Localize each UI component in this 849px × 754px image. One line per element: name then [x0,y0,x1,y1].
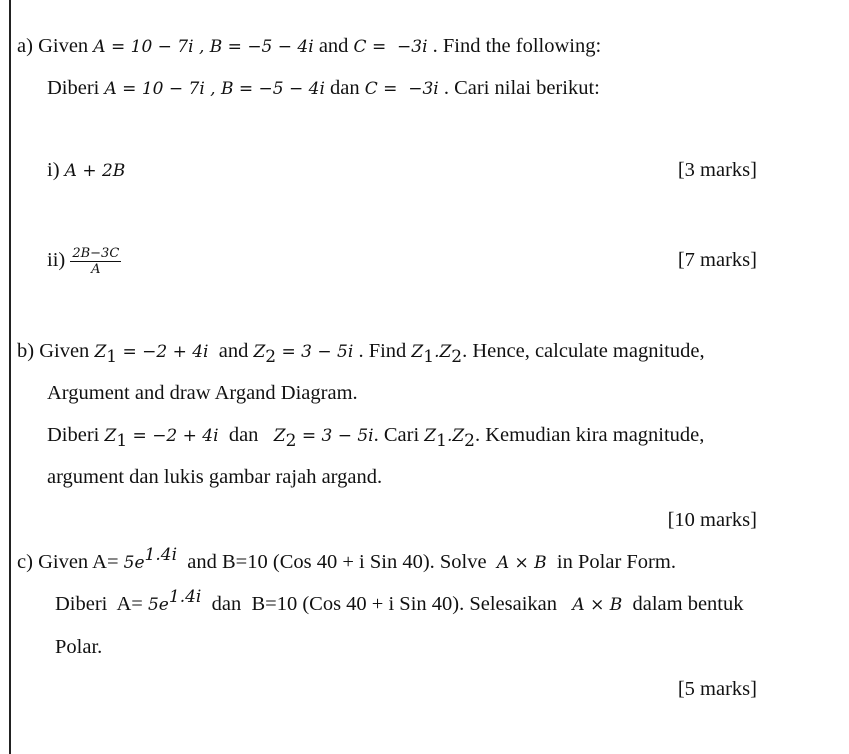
text: dan B=10 (Cos 40 + i Sin 40). Selesaikan [201,593,573,615]
math: A = 10 − 7i , B = −5 − 4i [104,79,325,99]
math: C = −3i [353,37,428,57]
text: . Cari [373,424,425,446]
math: Z [273,426,286,446]
text: . Find the following: [427,35,602,57]
text: and [313,35,354,57]
subscript: 2 [451,347,463,368]
text: . Find [353,340,412,362]
math: 5e [147,595,169,615]
text: dalam bentuk [622,593,744,615]
text: Given A= [32,551,124,573]
math: A = 10 − 7i , B = −5 − 4i [93,37,314,57]
text: and [208,340,254,362]
math: 5e [123,553,145,573]
text: Given [34,340,95,362]
marks-a-i: [3 marks] [677,159,757,181]
text: Diberi A= [55,593,148,615]
subscript: 1 [423,347,435,368]
question-c-line2 [55,587,744,616]
math: Z [104,426,117,446]
subscript: 1 [116,431,128,452]
question-a-i [47,158,125,182]
subscript: 1 [106,347,118,368]
text: Given [38,35,94,57]
math: = 3 − 5i [296,426,374,446]
text: in Polar Form. [546,551,676,573]
subscript: 2 [464,431,475,452]
text: and B=10 (Cos 40 + i Sin 40). Solve [177,551,497,573]
question-b-line2: Argument and draw Argand Diagram. [47,382,358,404]
denominator: A [91,261,101,277]
subscript: 1 [436,431,447,452]
marks-a-ii: [7 marks] [677,249,757,271]
question-b-line1 [17,339,705,368]
label: i) [47,159,65,181]
numerator: 2B−3C [72,245,120,261]
math: = −2 + 4i [127,426,219,446]
question-a-line1 [17,34,601,58]
math: Z [253,342,266,362]
question-c-line3: Polar. [55,636,103,658]
marks-c: [5 marks] [677,678,757,700]
question-a-ii [47,243,121,277]
math: A × B [572,595,623,615]
marks-b: [10 marks] [667,509,757,531]
math: Z [411,342,424,362]
label: ii) [47,249,71,271]
text: Diberi [47,77,105,99]
math: .Z [446,426,465,446]
question-b-line4: argument dan lukis gambar rajah argand. [47,466,383,488]
math: A × B [496,553,547,573]
subscript: 2 [265,347,277,368]
label: b) [17,340,35,362]
question-c-line1 [17,545,676,574]
math: = −2 + 4i [117,342,209,362]
math: C = −3i [364,79,439,99]
text: . Cari nilai berikut: [438,77,600,99]
label: c) [17,551,33,573]
text: dan [324,77,365,99]
text: . Hence, calculate magnitude, [462,340,705,362]
fraction [70,246,121,277]
question-b-line3 [47,423,705,452]
superscript: 1.4i [144,545,178,566]
text: Diberi [47,424,105,446]
math: A + 2B [64,161,126,181]
question-a-line2 [47,76,600,100]
superscript: 1.4i [168,587,202,608]
math: Z [94,342,107,362]
text: . Kemudian kira magnitude, [474,424,705,446]
math: Z [424,426,437,446]
label: a) [17,35,33,57]
math: .Z [434,342,452,362]
left-border [9,0,11,754]
text: dan [218,424,274,446]
math: = 3 − 5i [276,342,354,362]
subscript: 2 [285,431,297,452]
